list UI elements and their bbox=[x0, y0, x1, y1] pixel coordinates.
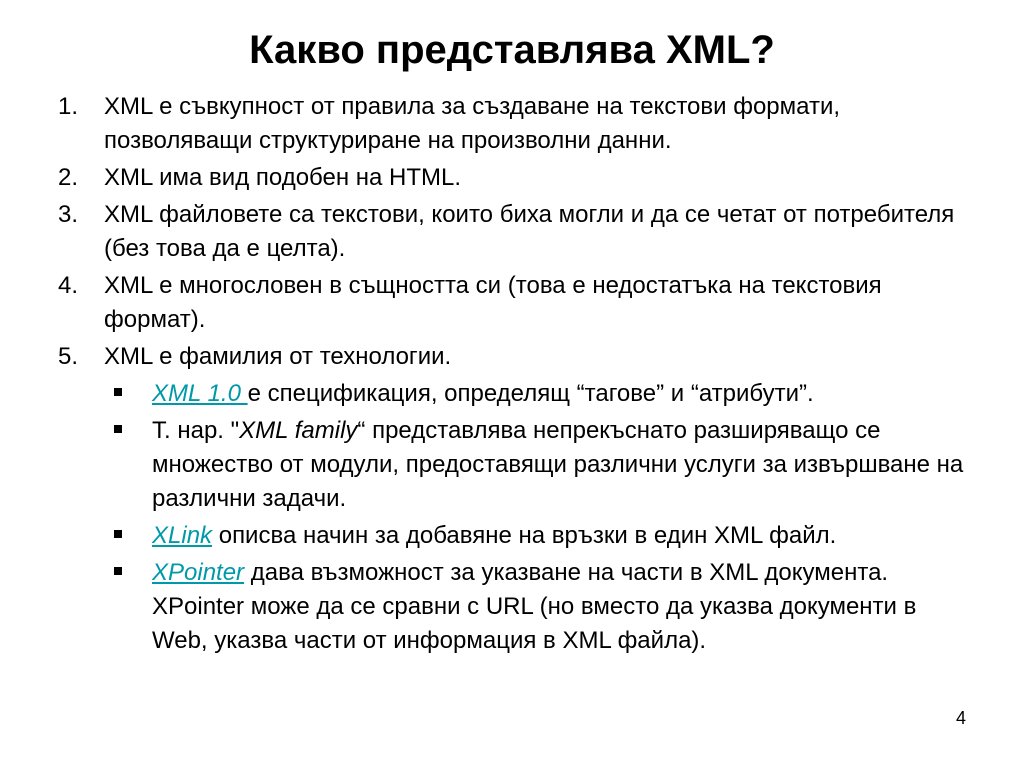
bullet-text: “ представлява непрекъснато разширяващо се множество от модули, предоставящи различни услуги за извършване на различни задачи. bbox=[152, 417, 964, 512]
bullet-item-xpointer bbox=[58, 556, 978, 658]
xlink-link[interactable]: XLink bbox=[152, 522, 213, 549]
item-number: 3. bbox=[58, 201, 79, 228]
numbered-item-5 bbox=[58, 340, 978, 374]
numbered-item-3 bbox=[58, 198, 978, 266]
numbered-item-4 bbox=[58, 269, 978, 337]
item-text: XML е фамилия от технологии. bbox=[104, 343, 452, 370]
square-bullet-icon bbox=[114, 388, 122, 396]
square-bullet-icon bbox=[114, 567, 122, 575]
xml10-link[interactable]: XML 1.0 bbox=[152, 380, 248, 407]
bullet-item-xlink bbox=[58, 519, 978, 553]
slide-title: Какво представлява XML? bbox=[249, 28, 775, 72]
item-number: 2. bbox=[58, 164, 79, 191]
item-text: XML файловете са текстови, които биха могли и да се четат от потребителя (без това да е целта). bbox=[104, 201, 955, 262]
xpointer-link[interactable]: XPointer bbox=[152, 559, 245, 586]
item-number: 1. bbox=[58, 93, 79, 120]
sub-bullet-list bbox=[58, 377, 978, 658]
numbered-item-2 bbox=[58, 161, 978, 195]
square-bullet-icon bbox=[114, 425, 122, 433]
item-text: XML е многословен в същността си (това е недостатъка на текстовия формат). bbox=[104, 272, 882, 333]
bullet-text: дава възможност за указване на части в XML документа. XPointer може да се сравни с URL (но вместо да указва документи в Web, указва части от информация в XML файла). bbox=[152, 559, 917, 654]
item-number: 4. bbox=[58, 272, 79, 299]
numbered-item-1 bbox=[58, 90, 978, 158]
bullet-text: е спецификация, определящ “тагове” и “атрибути”. bbox=[247, 380, 814, 407]
bullet-item-xml-family bbox=[58, 414, 978, 516]
slide-content bbox=[58, 90, 978, 661]
item-text: XML е съвкупност от правила за създаване на текстови формати, позволяващи структуриране на произволни данни. bbox=[104, 93, 841, 154]
square-bullet-icon bbox=[114, 530, 122, 538]
page-number: 4 bbox=[955, 708, 966, 728]
item-text: XML има вид подобен на HTML. bbox=[104, 164, 462, 191]
bullet-item-xml10 bbox=[58, 377, 978, 411]
xml-family-term: XML family bbox=[239, 417, 358, 444]
item-number: 5. bbox=[58, 343, 79, 370]
bullet-text: описва начин за добавяне на връзки в един XML файл. bbox=[212, 522, 837, 549]
bullet-prefix: Т. нар. " bbox=[152, 417, 240, 444]
